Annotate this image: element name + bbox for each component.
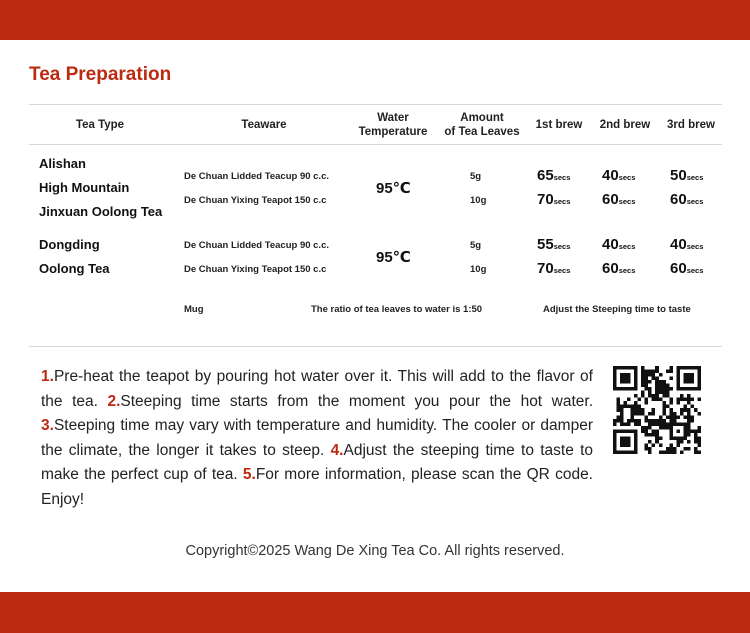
brew-value: 40 <box>602 167 619 184</box>
brew-value: 60 <box>670 191 687 208</box>
amount-cell: 5g <box>470 240 482 251</box>
tea-name-line: Oolong Tea <box>39 261 110 276</box>
tea-name-line: Dongding <box>39 237 100 252</box>
brew-unit: secs <box>618 197 636 206</box>
brew2-cell <box>602 260 635 277</box>
teaware-cell: De Chuan Yixing Teapot 150 c.c <box>184 264 327 275</box>
teaware-cell: De Chuan Yixing Teapot 150 c.c <box>184 195 327 206</box>
brew2-cell <box>602 236 635 253</box>
brew-unit: secs <box>553 242 571 251</box>
brew2-cell <box>602 167 635 184</box>
brew-value: 50 <box>670 167 687 184</box>
tea-name-line: Jinxuan Oolong Tea <box>39 204 163 219</box>
amount-cell: 5g <box>470 171 482 182</box>
instructions-paragraph <box>41 365 593 512</box>
brew3-cell <box>670 260 703 277</box>
brew3-cell <box>670 236 703 253</box>
brew-value: 70 <box>537 260 554 277</box>
header-top-rule <box>29 104 722 105</box>
brew-unit: secs <box>553 197 571 206</box>
brew-value: 60 <box>602 191 619 208</box>
brew-value: 60 <box>602 260 619 277</box>
header-amount-line1: Amount <box>460 112 504 124</box>
header-water-temperature <box>350 111 436 139</box>
brew-value: 40 <box>670 236 687 253</box>
step-text: Steeping time starts from the moment you pour the hot water. <box>120 392 593 410</box>
water-temperature: 95℃ <box>376 180 411 197</box>
brew-value: 40 <box>602 236 619 253</box>
brew-unit: secs <box>686 266 704 275</box>
brew1-cell <box>537 236 570 253</box>
tea-name-alishan <box>39 152 162 224</box>
step-number: 4. <box>330 441 344 459</box>
brew-unit: secs <box>618 242 636 251</box>
note-mug: Mug <box>184 304 204 315</box>
bottom-banner <box>0 592 750 633</box>
brew-value: 70 <box>537 191 554 208</box>
step-text: Pre-heat the teapot by pouring hot water over it. This will add to the flavor of the tea. <box>41 368 593 410</box>
brew1-cell <box>537 191 570 208</box>
step-number: 2. <box>107 392 121 410</box>
brew-value: 55 <box>537 236 554 253</box>
brew-unit: secs <box>686 197 704 206</box>
header-amount <box>437 111 527 139</box>
brew-unit: secs <box>553 266 571 275</box>
page-title: Tea Preparation <box>29 64 172 85</box>
brew-unit: secs <box>618 266 636 275</box>
brew3-cell <box>670 191 703 208</box>
header-water-line1: Water <box>377 112 409 124</box>
header-bottom-rule <box>29 144 722 145</box>
teaware-cell: De Chuan Lidded Teacup 90 c.c. <box>184 171 329 182</box>
header-tea-type: Tea Type <box>75 119 125 131</box>
header-water-line2: Temperature <box>358 126 428 138</box>
amount-cell: 10g <box>470 264 487 275</box>
note-ratio: The ratio of tea leaves to water is 1:50 <box>311 304 483 315</box>
tea-name-line: Alishan <box>39 156 86 171</box>
teaware-cell: De Chuan Lidded Teacup 90 c.c. <box>184 240 329 251</box>
top-banner <box>0 0 750 40</box>
step-number: 5. <box>242 466 256 483</box>
step-number: 1. <box>41 368 54 385</box>
step-text: Adjust the steeping time to taste to make the perfect cup of tea. <box>41 441 593 483</box>
tea-name-dongding <box>39 233 110 281</box>
brew-unit: secs <box>553 173 571 182</box>
brew3-cell <box>670 167 703 184</box>
amount-cell: 10g <box>470 195 487 206</box>
step-number: 3. <box>41 417 54 434</box>
brew1-cell <box>537 167 570 184</box>
header-amount-line2: of Tea Leaves <box>444 126 520 138</box>
brew2-cell <box>602 191 635 208</box>
copyright-text: Copyright©2025 Wang De Xing Tea Co. All rights reserved. <box>185 543 565 559</box>
water-temperature: 95℃ <box>376 249 411 266</box>
header-2nd-brew: 2nd brew <box>599 119 651 131</box>
brew1-cell <box>537 260 570 277</box>
step-text: Steeping time may vary with temperature and humidity. The cooler or damper the climate, the longer it takes to steep. <box>41 417 593 459</box>
header-1st-brew: 1st brew <box>535 119 583 131</box>
note-adjust: Adjust the Steeping time to taste <box>543 304 691 315</box>
brew-value: 60 <box>670 260 687 277</box>
step-text: For more information, please scan the QR code. Enjoy! <box>41 466 593 508</box>
section-divider <box>29 346 722 347</box>
brew-value: 65 <box>537 167 554 184</box>
qr-code-icon[interactable] <box>612 366 702 454</box>
brew-unit: secs <box>686 242 704 251</box>
header-teaware: Teaware <box>241 119 287 131</box>
brew-unit: secs <box>686 173 704 182</box>
brew-unit: secs <box>618 173 636 182</box>
tea-name-line: High Mountain <box>39 180 130 195</box>
header-3rd-brew: 3rd brew <box>667 119 715 131</box>
